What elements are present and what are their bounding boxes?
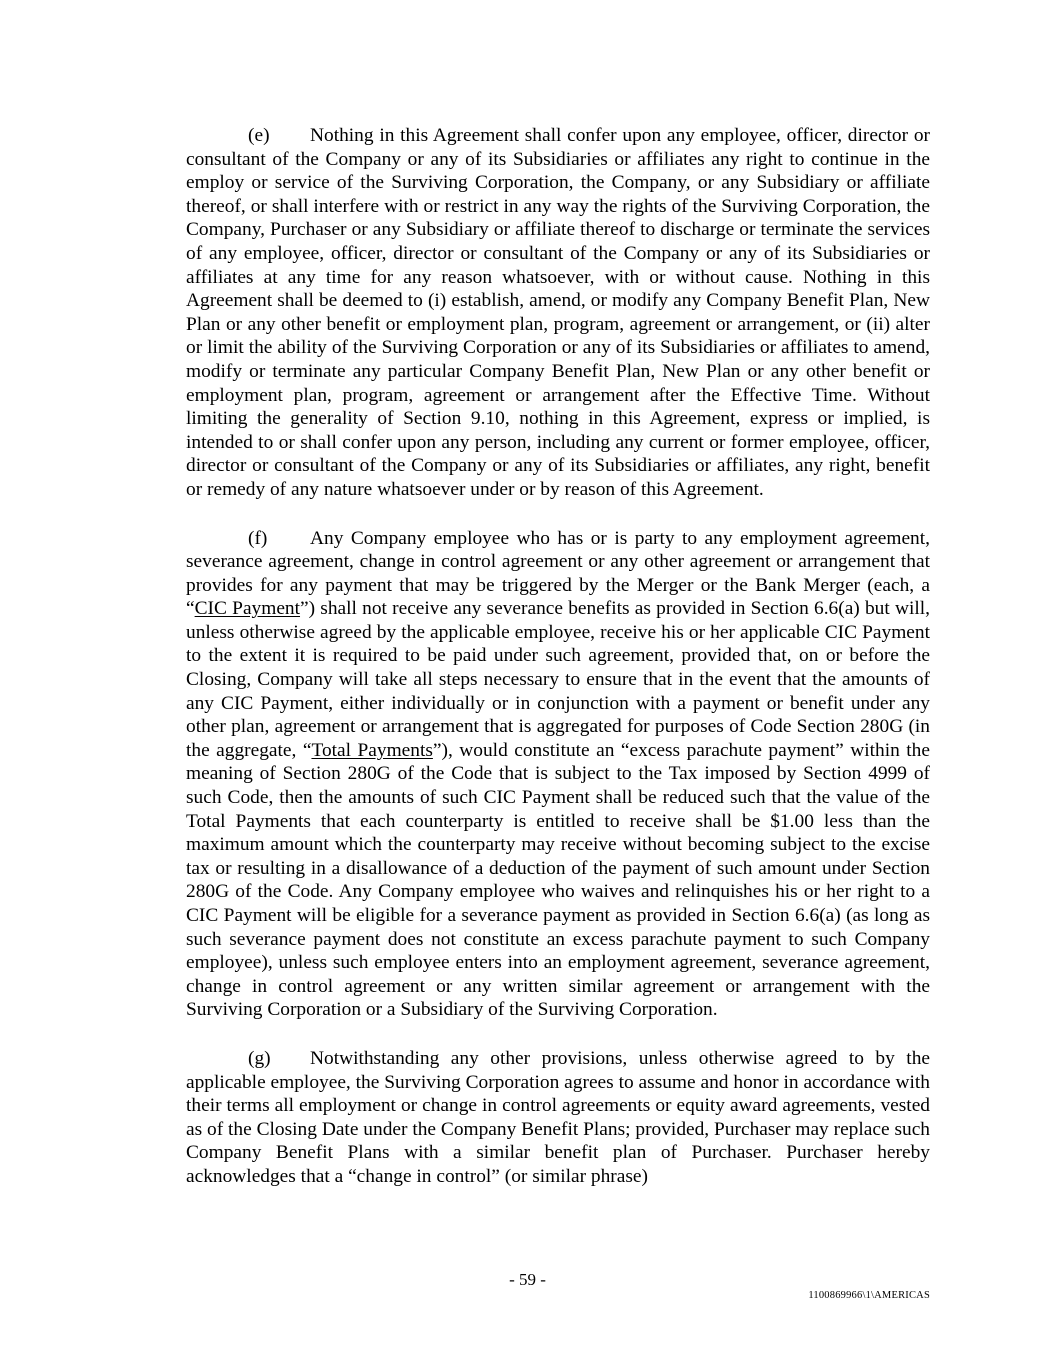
paragraph-text: Notwithstanding any other provisions, unless otherwise agreed to by the applicable employee, the Surviving Corporation agrees to assume and honor in accordance with their terms all employment or change in control agreements or equity award agreements, vested as of the Closing Date under the Company Benefit Plans; provided, Purchaser may replace such Company Benefit Plans with a similar benefit plan of Purchaser. Purchaser hereby acknowledges that a “change in control” (or similar phrase) — [186, 1047, 930, 1187]
paragraph-text: ”) shall not receive any severance benefits as provided in Section 6.6(a) but will, unless otherwise agreed by the applicable employee, receive his or her applicable CIC Payment to the extent it is required to be paid under such agreement, provided that, on or before the Closing, Company will take all steps necessary to ensure that in the event that the amounts of any CIC Payment, either individually or in conjunction with a payment or benefit under any other plan, agreement or arrangement that is aggregated for purposes of Code Section 280G (in the aggregate, “ — [186, 598, 930, 761]
paragraph-label: (e) — [248, 125, 270, 146]
paragraph-text: ”), would constitute an “excess parachute payment” within the meaning of Section 280G of the Code that is subject to the Tax imposed by Section 4999 of such Code, then the amounts of such CIC Payment shall be reduced such that the value of the Total Payments that each counterparty is entitled to receive shall be $1.00 less than the maximum amount which the counterparty may receive without becoming subject to the excise tax or resulting in a disallowance of a deduction of the payment of such amount under Section 280G of the Code. Any Company employee who waives and relinquishes his or her right to a CIC Payment will be eligible for a severance payment as provided in Section 6.6(a) (as long as such severance payment does not constitute an excess parachute payment to such Company employee), unless such employee enters into an employment agreement, severance agreement, change in control agreement or any written similar agreement or arrangement with the Surviving Corporation or a Subsidiary of the Surviving Corporation. — [186, 739, 930, 1021]
document-id: 1100869966\1\AMERICAS — [808, 1290, 930, 1301]
defined-term-cic-payment: CIC Payment — [194, 598, 301, 620]
paragraph-text: Any Company employee who has or is party to any employment agreement, severance agreement, change in control agreement or any other agreement or arrangement that provides for any payment that may be triggered by the Merger or the Bank Merger (each, a “ — [186, 527, 930, 620]
paragraph-e — [186, 124, 930, 502]
paragraph-g — [186, 1047, 930, 1189]
paragraph-label: (f) — [248, 527, 268, 549]
page-number: - 59 - — [509, 1270, 546, 1289]
paragraph-text: Nothing in this Agreement shall confer upon any employee, officer, director or consultant of the Company or any of its Subsidiaries or affiliates any right to continue in the employ or service of the Surviving Corporation, the Company, or any Subsidiary or affiliate thereof, or shall interfere with or restrict in any way the rights of the Surviving Corporation, the Company, Purchaser or any Subsidiary or affiliate thereof to discharge or terminate the services of any employee, officer, director or consultant of the Company or any of its Subsidiaries or affiliates at any time for any reason whatsoever, with or without cause. Nothing in this Agreement shall be deemed to (i) establish, amend, or modify any Company Benefit Plan, New Plan or any other benefit or employment plan, program, agreement or arrangement, or (ii) alter or limit the ability of the Surviving Corporation or any of its Subsidiaries or affiliates to amend, modify or terminate any particular Company Benefit Plan, New Plan or any other benefit or employment plan, program, agreement or arrangement after the Effective Time. Without limiting the generality of Section 9.10, nothing in this Agreement, express or implied, is intended to or shall confer upon any person, including any current or former employee, officer, director or consultant of the Company or any of its Subsidiaries or affiliates, any right, benefit or remedy of any nature whatsoever under or by reason of this Agreement. — [186, 125, 930, 500]
defined-term-total-payments: Total Payments — [311, 739, 433, 761]
paragraph-f — [186, 527, 930, 1022]
document-body — [186, 124, 930, 1214]
paragraph-label: (g) — [248, 1047, 271, 1069]
